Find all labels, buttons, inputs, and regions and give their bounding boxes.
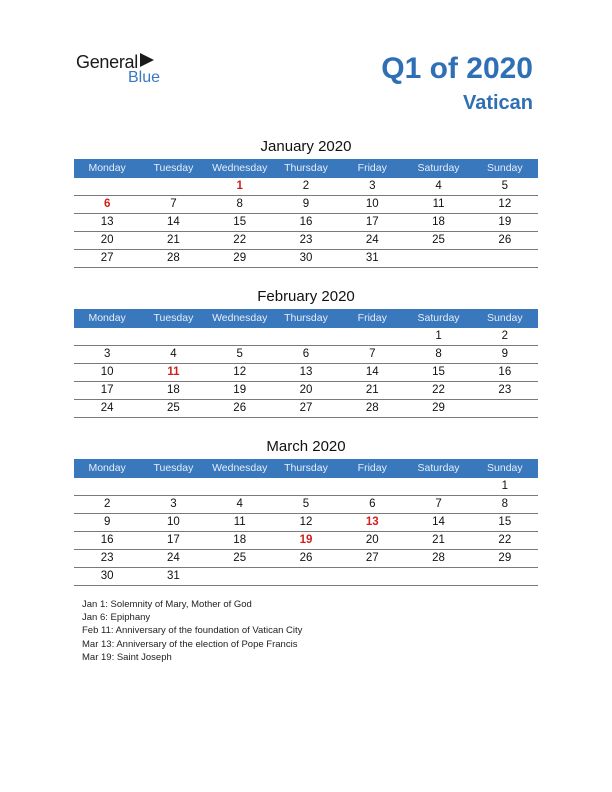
- week-row: [74, 232, 538, 250]
- holiday-day-cell: 1: [236, 180, 243, 192]
- weekday-header: Thursday: [284, 462, 328, 474]
- day-cell: 15: [432, 366, 445, 378]
- day-cell: 23: [100, 552, 114, 564]
- day-cell: 24: [167, 552, 180, 564]
- empty-day-cell: [339, 478, 405, 495]
- weekday-header: Sunday: [487, 162, 523, 174]
- day-cell: 2: [501, 330, 509, 342]
- weekday-header: Wednesday: [212, 312, 268, 324]
- day-cell: 12: [233, 366, 247, 378]
- week-row: [74, 382, 538, 400]
- day-cell: 5: [302, 498, 310, 510]
- day-cell: 4: [170, 348, 177, 360]
- day-cell: 8: [501, 498, 509, 510]
- weekday-header: Tuesday: [153, 462, 194, 474]
- holiday-note: Jan 1: Solemnity of Mary, Mother of God: [82, 599, 252, 610]
- day-cell: 26: [233, 402, 247, 414]
- empty-day-cell: [74, 478, 140, 495]
- week-row: [74, 214, 538, 232]
- week-row: [74, 478, 538, 496]
- weekday-header: Saturday: [417, 462, 460, 474]
- weekday-header: Tuesday: [153, 162, 194, 174]
- day-cell: 29: [233, 252, 247, 264]
- day-cell: 23: [498, 384, 512, 396]
- day-cell: 6: [369, 498, 376, 510]
- day-cell: 28: [432, 552, 445, 564]
- week-row: [74, 328, 538, 346]
- week-row: [74, 250, 538, 268]
- empty-day-cell: [472, 400, 538, 417]
- empty-day-cell: [273, 328, 339, 345]
- month-title: March 2020: [266, 438, 346, 455]
- day-cell: 6: [302, 348, 310, 360]
- holiday-day-cell: 19: [299, 534, 313, 546]
- day-cell: 4: [435, 180, 442, 192]
- empty-day-cell: [74, 178, 140, 195]
- day-cell: 5: [236, 348, 243, 360]
- empty-day-cell: [207, 328, 273, 345]
- day-cell: 17: [365, 216, 379, 228]
- day-cell: 14: [432, 516, 445, 528]
- page-title: Q1 of 2020: [381, 52, 533, 85]
- day-cell: 7: [369, 348, 376, 360]
- day-cell: 3: [170, 498, 177, 510]
- empty-day-cell: [405, 568, 471, 585]
- weekday-header: Saturday: [417, 312, 460, 324]
- day-cell: 31: [365, 252, 379, 264]
- day-cell: 31: [167, 570, 180, 582]
- day-cell: 13: [100, 216, 114, 228]
- week-row: [74, 400, 538, 418]
- day-cell: 16: [299, 216, 313, 228]
- weekday-header: Wednesday: [212, 162, 268, 174]
- weekday-header: Sunday: [487, 462, 523, 474]
- day-cell: 4: [236, 498, 243, 510]
- holiday-day-cell: 13: [365, 516, 379, 528]
- day-cell: 27: [365, 552, 379, 564]
- weekday-header-row: [74, 309, 538, 328]
- day-cell: 24: [100, 402, 114, 414]
- holiday-note: Mar 13: Anniversary of the election of Pope Francis: [82, 638, 298, 650]
- day-cell: 27: [100, 252, 114, 264]
- week-row: [74, 550, 538, 568]
- weekday-header: Wednesday: [212, 462, 268, 474]
- empty-day-cell: [472, 250, 538, 267]
- day-cell: 8: [236, 198, 243, 210]
- day-cell: 26: [299, 552, 313, 564]
- holiday-note: Mar 19: Saint Joseph: [82, 651, 172, 663]
- day-cell: 8: [435, 348, 442, 360]
- weekday-header: Friday: [357, 312, 387, 324]
- holiday-note: Feb 11: Anniversary of the foundation of Vatican City: [82, 625, 303, 637]
- weekday-header: Monday: [88, 462, 126, 474]
- day-cell: 2: [103, 498, 111, 510]
- holiday-day-cell: 11: [167, 366, 180, 378]
- day-cell: 16: [498, 366, 512, 378]
- day-cell: 1: [435, 330, 442, 342]
- weekday-header: Thursday: [284, 312, 328, 324]
- day-cell: 17: [100, 384, 114, 396]
- day-cell: 15: [498, 516, 512, 528]
- weekday-header-row: [74, 159, 538, 178]
- day-cell: 18: [432, 216, 445, 228]
- empty-day-cell: [405, 250, 471, 267]
- weekday-header: Monday: [88, 312, 126, 324]
- month-title: January 2020: [260, 138, 352, 155]
- day-cell: 12: [299, 516, 313, 528]
- day-cell: 20: [100, 234, 114, 246]
- day-cell: 14: [365, 366, 379, 378]
- weekday-header: Sunday: [487, 312, 523, 324]
- day-cell: 21: [167, 234, 180, 246]
- day-cell: 26: [498, 234, 512, 246]
- week-row: [74, 178, 538, 196]
- empty-day-cell: [273, 568, 339, 585]
- logo-general-text: General: [76, 52, 138, 72]
- weekday-header: Saturday: [417, 162, 460, 174]
- day-cell: 2: [302, 180, 310, 192]
- day-cell: 10: [167, 516, 180, 528]
- day-cell: 9: [501, 348, 509, 360]
- day-cell: 14: [167, 216, 180, 228]
- day-cell: 20: [365, 534, 379, 546]
- day-cell: 22: [498, 534, 512, 546]
- day-cell: 20: [299, 384, 313, 396]
- weekday-header: Thursday: [284, 162, 328, 174]
- day-cell: 25: [167, 402, 180, 414]
- month-calendar-february: [74, 286, 538, 418]
- country-name: Vatican: [462, 92, 533, 114]
- empty-day-cell: [339, 328, 405, 345]
- weekday-header-row: [74, 459, 538, 478]
- empty-day-cell: [74, 328, 140, 345]
- day-cell: 15: [233, 216, 247, 228]
- day-cell: 7: [435, 498, 442, 510]
- day-cell: 19: [498, 216, 512, 228]
- holiday-day-cell: 6: [103, 198, 111, 210]
- week-row: [74, 532, 538, 550]
- day-cell: 27: [299, 402, 313, 414]
- day-cell: 21: [432, 534, 445, 546]
- day-cell: 1: [501, 480, 509, 492]
- weekday-header: Monday: [88, 162, 126, 174]
- empty-day-cell: [273, 478, 339, 495]
- week-row: [74, 496, 538, 514]
- day-cell: 30: [100, 570, 114, 582]
- day-cell: 12: [498, 198, 512, 210]
- day-cell: 28: [167, 252, 180, 264]
- day-cell: 13: [299, 366, 313, 378]
- day-cell: 7: [170, 198, 177, 210]
- empty-day-cell: [207, 478, 273, 495]
- day-cell: 30: [299, 252, 313, 264]
- month-title: February 2020: [257, 288, 355, 305]
- day-cell: 22: [233, 234, 247, 246]
- week-row: [74, 514, 538, 532]
- day-cell: 9: [302, 198, 310, 210]
- logo-flag-icon: [140, 53, 154, 67]
- day-cell: 24: [365, 234, 379, 246]
- day-cell: 28: [365, 402, 379, 414]
- holiday-note: Jan 6: Epiphany: [82, 612, 151, 624]
- month-calendar-march: [74, 436, 538, 586]
- empty-day-cell: [405, 478, 471, 495]
- empty-day-cell: [472, 568, 538, 585]
- day-cell: 5: [501, 180, 509, 192]
- day-cell: 18: [233, 534, 247, 546]
- day-cell: 21: [365, 384, 379, 396]
- day-cell: 23: [299, 234, 313, 246]
- day-cell: 25: [233, 552, 247, 564]
- week-row: [74, 568, 538, 586]
- empty-day-cell: [339, 568, 405, 585]
- week-row: [74, 364, 538, 382]
- weekday-header: Tuesday: [153, 312, 194, 324]
- month-calendar-january: [74, 136, 538, 268]
- logo-blue-text: Blue: [128, 69, 161, 86]
- day-cell: 3: [369, 180, 376, 192]
- day-cell: 3: [103, 348, 111, 360]
- day-cell: 29: [498, 552, 512, 564]
- day-cell: 11: [432, 198, 445, 210]
- day-cell: 9: [103, 516, 111, 528]
- day-cell: 18: [167, 384, 180, 396]
- empty-day-cell: [140, 178, 206, 195]
- empty-day-cell: [140, 478, 206, 495]
- day-cell: 16: [100, 534, 114, 546]
- day-cell: 25: [432, 234, 445, 246]
- empty-day-cell: [207, 568, 273, 585]
- day-cell: 29: [432, 402, 445, 414]
- day-cell: 17: [167, 534, 180, 546]
- week-row: [74, 346, 538, 364]
- empty-day-cell: [140, 328, 206, 345]
- day-cell: 11: [233, 516, 246, 528]
- weekday-header: Friday: [357, 162, 387, 174]
- day-cell: 19: [233, 384, 247, 396]
- weekday-header: Friday: [357, 462, 387, 474]
- week-row: [74, 196, 538, 214]
- holiday-list: [82, 598, 302, 664]
- day-cell: 10: [100, 366, 114, 378]
- day-cell: 10: [365, 198, 379, 210]
- day-cell: 22: [432, 384, 445, 396]
